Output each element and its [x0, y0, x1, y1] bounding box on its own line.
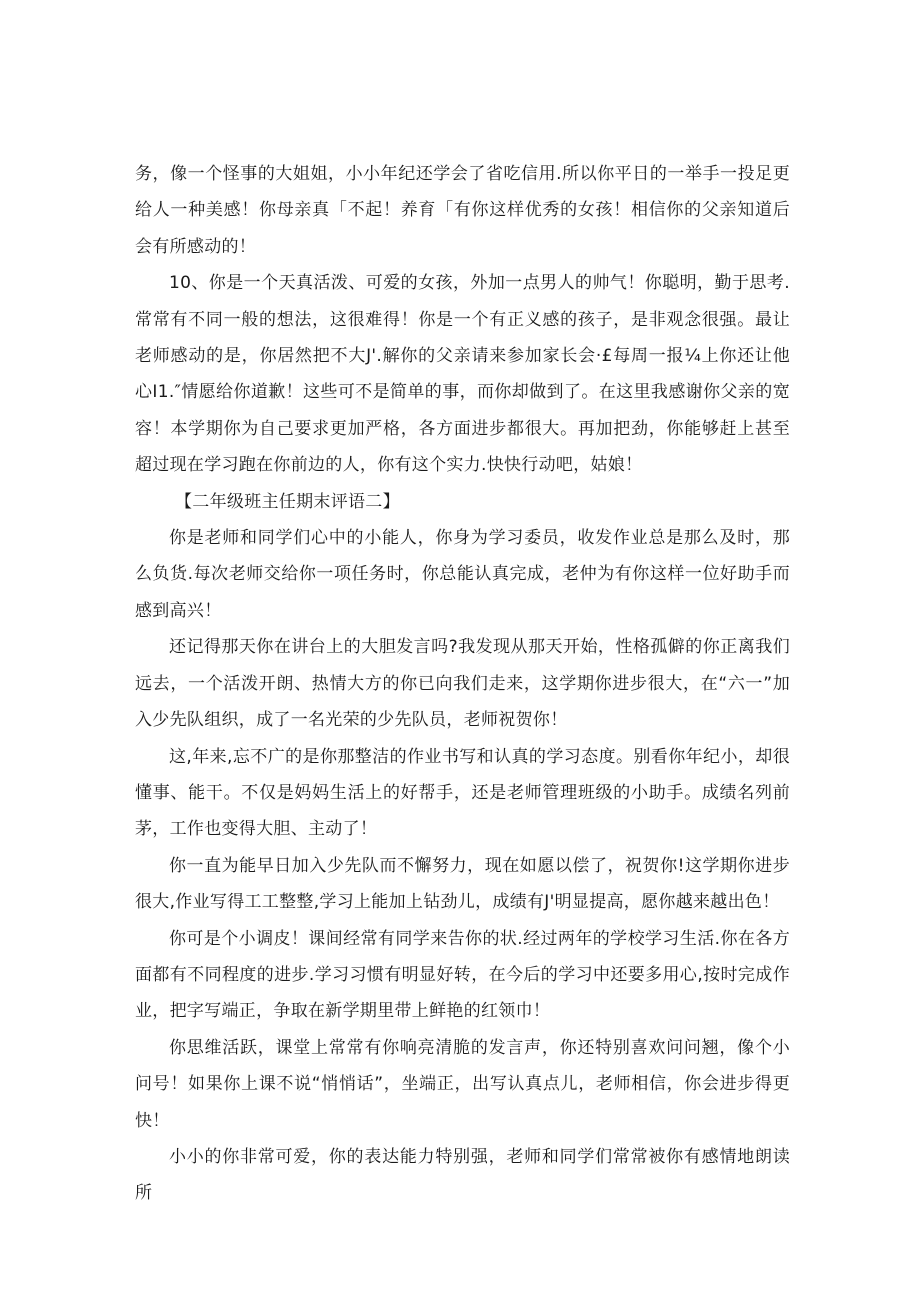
paragraph-comment: 你是老师和同学们心中的小能人，你身为学习委员，收发作业总是那么及时，那么负货.每次老师交给你一项任务时，你总能认真完成，老仲为有你这样一位好助手而感到高兴！	[135, 528, 790, 621]
paragraph-comment: 你思维活跃，课堂上常常有你响亮清脆的发言声，你还特别喜欢问问翘，像个小问号！如果你上课不说“悄悄话”，坐端正，出写认真点儿，老师相信，你会进步得更快！	[135, 1037, 790, 1131]
paragraph-comment: 这,年来,忘不广的是你那整洁的作业书写和认真的学习态度。别看你年纪小，却很懂事、能干。不仅是妈妈生活上的好帮手，还是老师管理班级的小助手。成绩名列前茅，工作也变得大胆、主动了！	[135, 746, 790, 840]
paragraph-continuation: 务，像一个怪事的大姐姐，小小年纪还学会了省吃信用.所以你平日的一举手一投足更给人一种美感！你母亲真「不起！养育「有你这样优秀的女孩！相信你的父亲知道后会有所感动的！	[135, 164, 790, 257]
paragraph-comment: 还记得那天你在讲台上的大胆发言吗?我发现从那天开始，性格孤僻的你正离我们远去，一个活泼开朗、热情大方的你已向我们走来，这学期你进步很大，在“六一”加入少先队组织，成了一名光荣的少先队员，老师祝贺你！	[135, 637, 790, 731]
paragraph-comment-truncated: 小小的你非常可爱，你的表达能力特别强，老师和同学们常常被你有感情地朗读所	[135, 1146, 790, 1204]
paragraph-comment: 你可是个小调皮！课间经常有同学来告你的状.经过两年的学校学习生活.你在各方面都有不同程度的进步.学习习惯有明显好转，在今后的学习中还要多用心,按时完成作业，把字写端正，争取在新学期里带上鲜艳的红领巾！	[135, 928, 790, 1022]
paragraph-comment: 你一直为能早日加入少先队而不懈努力，现在如愿以偿了，祝贺你!这学期你进步很大,作业写得工工整整,学习上能加上钻劲儿，成绩有J'明显提高，愿你越来越出色！	[135, 855, 790, 913]
paragraph-comment-10: 10、你是一个天真活泼、可爱的女孩，外加一点男人的帅气！你聪明，勤于思考.常常有不同一般的想法，这很难得！你是一个有正义感的孩子，是非观念很强。最让老师感动的是，你居然把不大J'.解你的父亲请来参加家长会·£每周一报¼上你还让他心I1.″情愿给你道歉！这些可不是简单的事，而你却做到了。在这里我感谢你父亲的宽容！本学期你为自己要求更加严格，各方面进步都很大。再加把劲，你能够赶上甚至超过现在学习跑在你前边的人，你有这个实力.快快行动吧，姑娘！	[135, 273, 790, 476]
document-page	[135, 156, 790, 1212]
section-heading: 【二年级班主任期末评语二】	[175, 491, 400, 512]
